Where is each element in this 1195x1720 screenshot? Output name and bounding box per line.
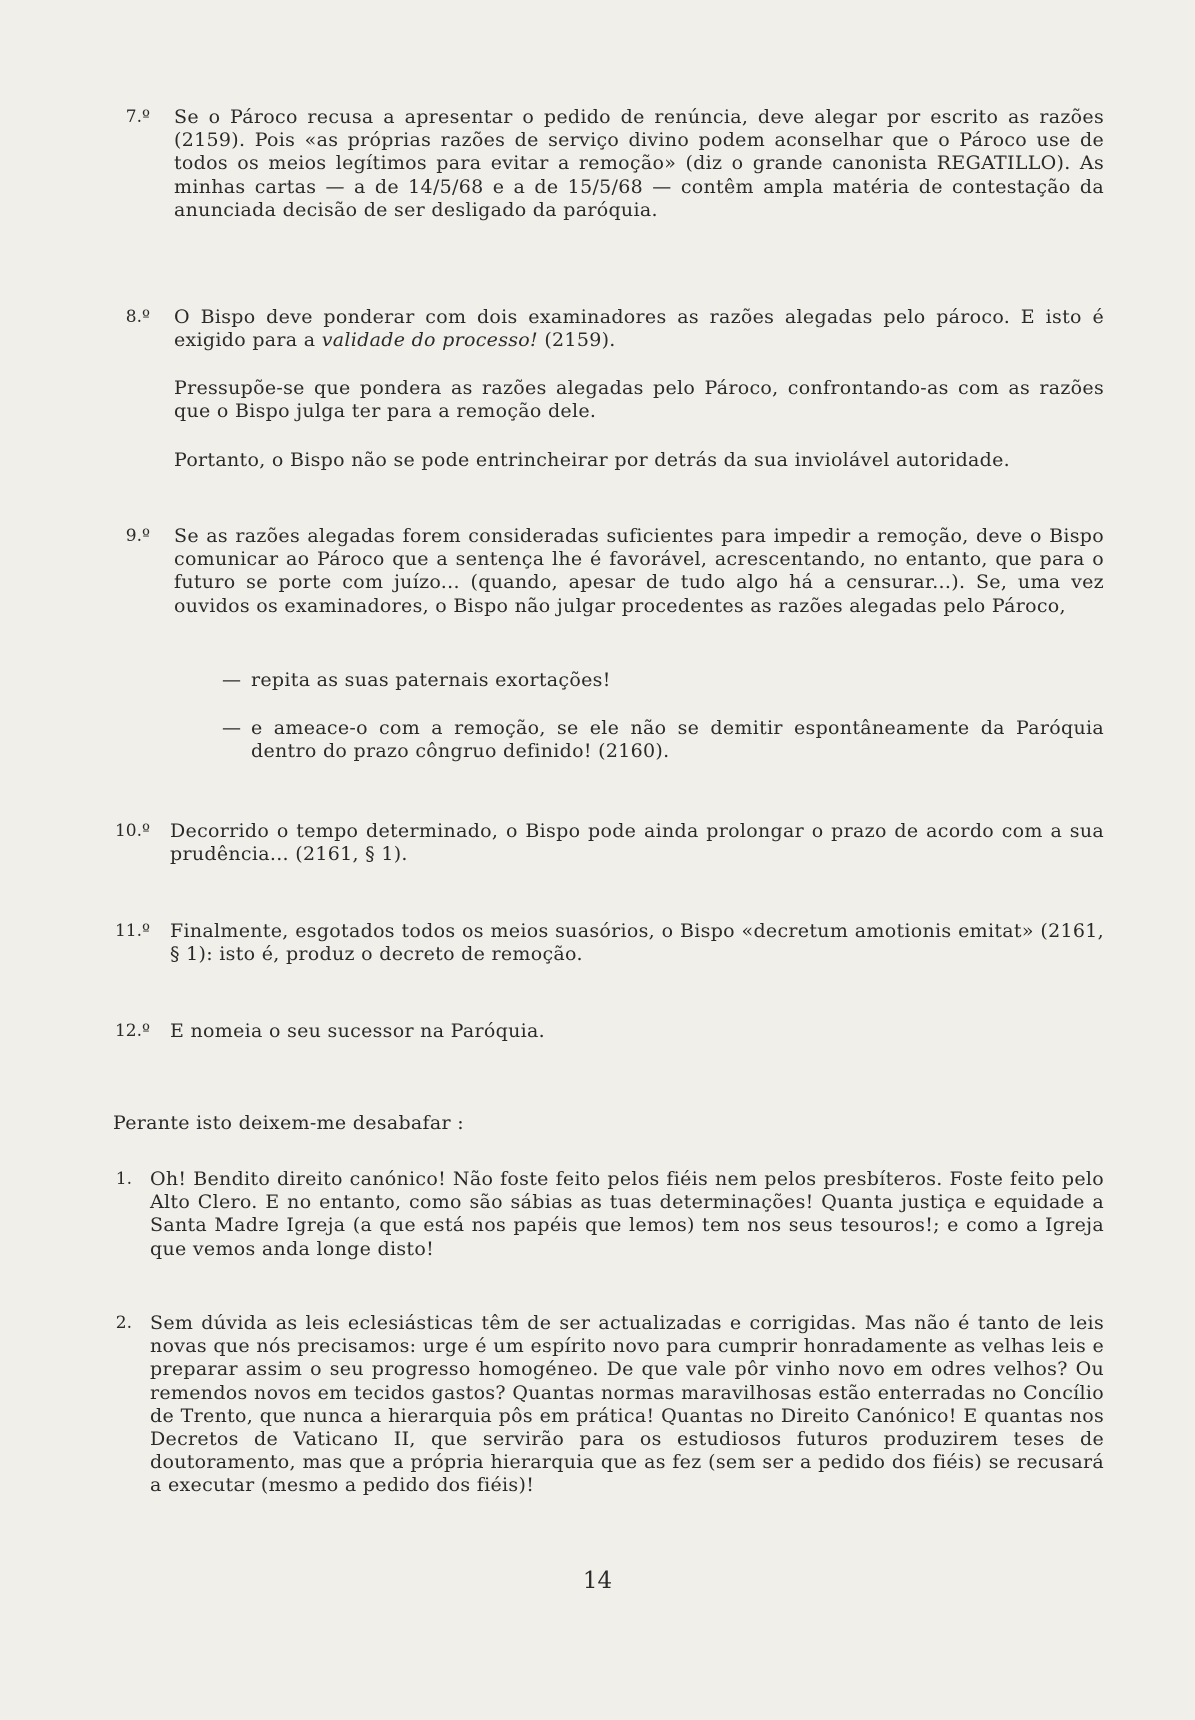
dash: — [222,669,241,691]
paragraph: Decorrido o tempo determinado, o Bispo pode ainda prolongar o prazo de acordo com a sua prudência... (2161, § 1). [170,820,1104,866]
paragraph: Portanto, o Bispo não se pode entrincheirar por detrás da sua inviolável autoridade. [174,449,1011,471]
page-number: 14 [582,1568,613,1594]
intro-text: Perante isto deixem-me desabafar : [113,1112,464,1134]
dash-item: repita as suas paternais exortações! [251,669,611,691]
dash: — [222,717,241,739]
paragraph: E nomeia o seu sucessor na Paróquia. [170,1020,546,1042]
item-number: 11.º [114,921,150,941]
paragraph: Oh! Bendito direito canónico! Não foste feito pelos fiéis nem pelos presbíteros. Foste feito pelo Alto Clero. E no entanto, como são sábias as tuas determinações! Quanta justiça e equidade a Santa Madre Igreja (a que está nos papéis que lemos) tem nos seus tesouros!; e como a Igreja que vemos anda longe disto! [150,1168,1104,1260]
paragraph: Se as razões alegadas forem consideradas suficientes para impedir a remoção, deve o Bispo comunicar ao Pároco que a sentença lhe é favorável, acrescentando, no entanto, que para o futuro se porte com juízo... (quando, apesar de tudo algo há a censurar...). Se, uma vez ouvidos os examinadores, o Bispo não julgar procedentes as razões alegadas pelo Pároco, [174,525,1104,617]
paragraph: Finalmente, esgotados todos os meios suasórios, o Bispo «decretum amotionis emitat» (2161, § 1): isto é, produz o decreto de remoção. [170,920,1104,966]
paragraph: Se o Pároco recusa a apresentar o pedido de renúncia, deve alegar por escrito as razões (2159). Pois «as próprias razões de serviço divino podem aconselhar que o Pároco use de todos os meios legítimos para evitar a remoção» (diz o grande canonista REGATILLO). As minhas cartas — a de 14/5/68 e a de 15/5/68 — contêm ampla matéria de contestação da anunciada decisão de ser desligado da paróquia. [174,106,1104,221]
item-number: 10.º [114,821,150,841]
dash-item: e ameace-o com a remoção, se ele não se demitir espontâneamente da Paróquia dentro do prazo côngruo definido! (2160). [251,717,1104,763]
item-number: 7.º [125,107,150,127]
point-number: 2. [115,1313,132,1333]
paragraph: O Bispo deve ponderar com dois examinadores as razões alegadas pelo pároco. E isto é exigido para a validade do processo! (2159). [174,306,1104,352]
paragraph: Pressupõe-se que pondera as razões alegadas pelo Pároco, confrontando-as com as razões que o Bispo julga ter para a remoção dele. [174,377,1104,423]
paragraph: Sem dúvida as leis eclesiásticas têm de ser actualizadas e corrigidas. Mas não é tanto de leis novas que nós precisamos: urge é um espírito novo para cumprir honradamente as velhas leis e preparar assim o seu progresso homogéneo. De que vale pôr vinho novo em odres velhos? Ou remendos novos em tecidos gastos? Quantas normas maravilhosas estão enterradas no Concílio de Trento, que nunca a hierarquia pôs em prática! Quantas no Direito Canónico! E quantas nos Decretos de Vaticano II, que servirão para os estudiosos futuros produzirem teses de doutoramento, mas que a própria hierarquia que as fez (sem ser a pedido dos fiéis) se recusará a executar (mesmo a pedido dos fiéis)! [150,1312,1104,1497]
item-number: 12.º [114,1021,150,1041]
item-number: 8.º [125,307,150,327]
point-number: 1. [115,1169,132,1189]
italic-emphasis: validade do processo! [321,329,538,352]
item-number: 9.º [125,526,150,546]
